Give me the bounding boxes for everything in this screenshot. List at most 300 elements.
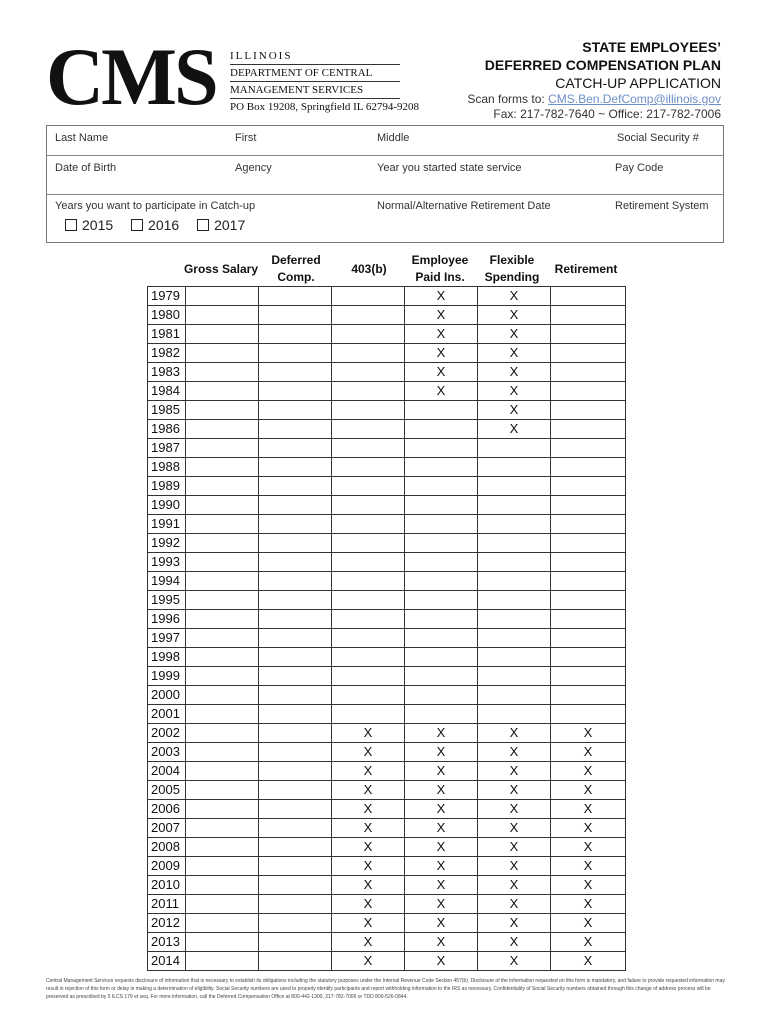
grid-cell: X [551,876,626,895]
divider [47,194,723,195]
grid-cell: X [478,743,551,762]
grid-cell[interactable] [551,496,626,515]
grid-cell[interactable] [259,363,332,382]
grid-cell[interactable] [478,572,551,591]
grid-cell[interactable] [332,477,405,496]
table-row [148,743,626,762]
fax-line: Fax: 217-782-7640 ~ Office: 217-782-7006 [493,107,721,121]
grid-cell[interactable] [186,667,259,686]
agency-block [230,48,420,115]
grid-cell: X [478,838,551,857]
row-year: 2009 [148,857,186,876]
grid-cell[interactable] [332,534,405,553]
grid-cell[interactable] [332,553,405,572]
grid-cell[interactable] [186,344,259,363]
scan-email-link[interactable]: CMS.Ben.DefComp@illinois.gov [548,92,721,106]
row-year: 2006 [148,800,186,819]
grid-cell[interactable] [405,477,478,496]
years-participate-label: Years you want to participate in Catch-up [55,200,256,212]
grid-cell[interactable] [332,648,405,667]
ssn-label: Social Security # [617,132,699,144]
grid-cell[interactable] [405,705,478,724]
grid-cell[interactable] [186,306,259,325]
grid-cell[interactable] [259,895,332,914]
grid-cell[interactable] [478,515,551,534]
grid-cell[interactable] [332,686,405,705]
grid-cell: X [405,363,478,382]
table-row [148,952,626,971]
table-row [148,781,626,800]
grid-cell: X [332,781,405,800]
row-year: 2004 [148,762,186,781]
grid-cell[interactable] [332,382,405,401]
grid-cell: X [405,876,478,895]
agency-dept: DEPARTMENT OF CENTRAL [230,65,400,82]
row-year: 1996 [148,610,186,629]
grid-cell[interactable] [186,401,259,420]
row-year: 2003 [148,743,186,762]
grid-cell[interactable] [478,477,551,496]
grid-cell[interactable] [551,439,626,458]
row-year: 1994 [148,572,186,591]
grid-cell: X [478,857,551,876]
table-row [148,306,626,325]
grid-cell: X [405,838,478,857]
grid-cell[interactable] [259,344,332,363]
grid-cell[interactable] [551,610,626,629]
grid-cell[interactable] [478,686,551,705]
row-year: 2012 [148,914,186,933]
grid-cell[interactable] [259,591,332,610]
grid-cell[interactable] [551,363,626,382]
grid-cell: X [478,287,551,306]
grid-cell[interactable] [259,952,332,971]
grid-cell[interactable] [186,420,259,439]
grid-cell[interactable] [551,382,626,401]
first-name-label: First [235,132,257,144]
grid-cell: X [405,325,478,344]
row-year: 2008 [148,838,186,857]
agency-address: PO Box 19208, Springfield IL 62794-9208 [230,101,420,113]
grid-cell[interactable] [186,458,259,477]
grid-cell[interactable] [186,287,259,306]
row-year: 1989 [148,477,186,496]
year-started-label: Year you started state service [377,162,522,174]
grid-cell[interactable] [405,686,478,705]
grid-cell: X [478,933,551,952]
grid-cell[interactable] [551,705,626,724]
grid-cell[interactable] [186,914,259,933]
grid-cell[interactable] [186,496,259,515]
grid-cell[interactable] [405,629,478,648]
grid-cell[interactable] [259,515,332,534]
grid-cell[interactable] [478,629,551,648]
table-row [148,724,626,743]
grid-cell[interactable] [259,838,332,857]
grid-cell: X [405,724,478,743]
grid-cell[interactable] [405,591,478,610]
grid-cell: X [405,306,478,325]
grid-cell[interactable] [551,553,626,572]
grid-cell[interactable] [332,667,405,686]
checkbox-2015[interactable] [65,219,77,231]
grid-cell[interactable] [259,781,332,800]
row-year: 2014 [148,952,186,971]
table-row [148,800,626,819]
grid-cell[interactable] [551,686,626,705]
grid-cell[interactable] [405,572,478,591]
grid-cell[interactable] [186,895,259,914]
row-year: 2002 [148,724,186,743]
grid-cell[interactable] [551,534,626,553]
grid-cell[interactable] [186,781,259,800]
row-year: 1980 [148,306,186,325]
grid-cell[interactable] [259,477,332,496]
row-year: 1988 [148,458,186,477]
row-year: 1981 [148,325,186,344]
grid-cell[interactable] [332,458,405,477]
grid-cell[interactable] [551,591,626,610]
row-year: 1984 [148,382,186,401]
grid-cell[interactable] [186,363,259,382]
table-row [148,439,626,458]
table-row [148,838,626,857]
grid-cell: X [405,952,478,971]
table-row [148,420,626,439]
grid-cell[interactable] [332,420,405,439]
row-year: 1995 [148,591,186,610]
cms-logo: CMS [46,31,216,122]
grid-cell[interactable] [478,610,551,629]
table-row [148,686,626,705]
row-year: 1990 [148,496,186,515]
table-row [148,344,626,363]
grid-cell[interactable] [259,306,332,325]
grid-cell: X [332,800,405,819]
grid-cell[interactable] [551,477,626,496]
row-year: 1979 [148,287,186,306]
grid-cell[interactable] [186,686,259,705]
grid-cell[interactable] [405,439,478,458]
grid-cell[interactable] [186,952,259,971]
grid-cell[interactable] [259,743,332,762]
table-row [148,762,626,781]
grid-cell[interactable] [332,439,405,458]
grid-cell[interactable] [186,439,259,458]
grid-cell[interactable] [332,515,405,534]
table-row [148,458,626,477]
grid-cell[interactable] [551,306,626,325]
grid-cell[interactable] [405,401,478,420]
grid-cell: X [332,876,405,895]
col-header-deferred-comp: Deferred Comp. [271,253,321,284]
grid-cell[interactable] [332,496,405,515]
table-row [148,648,626,667]
row-year: 2010 [148,876,186,895]
grid-cell[interactable] [259,819,332,838]
row-year: 1992 [148,534,186,553]
grid-cell[interactable] [186,857,259,876]
row-year: 2000 [148,686,186,705]
grid-cell[interactable] [186,591,259,610]
grid-cell[interactable] [478,439,551,458]
grid-cell: X [405,819,478,838]
grid-cell[interactable] [332,325,405,344]
grid-cell[interactable] [259,420,332,439]
grid-cell[interactable] [259,933,332,952]
table-row [148,515,626,534]
table-row [148,572,626,591]
grid-cell[interactable] [259,325,332,344]
last-name-label: Last Name [55,132,109,144]
table-row [148,591,626,610]
privacy-notice: Central Management Services requests disclosure of information that is necessary to establish its obligations including the statutory purposes under the Internal Revenue Code Section 457(b). Disclosure of the information requested on this form is mandatory, and failure to provide requested information may result in rejection of this form or delay in making a determination of eligibility. Social Security numbers are used to properly identify participants and report withholding information to the IRS as necessary. Confidentiality of Social Security numbers obtained through this change of address process will be preserved as prescribed by 5 ILCS 179 et seq. For more information, call the Deferred Compensation Office at 800-442-1300, 217-782-7006 or TDD 800-526-0844. [46,978,725,1000]
grid-cell[interactable] [405,515,478,534]
grid-cell[interactable] [186,762,259,781]
table-row [148,705,626,724]
row-year: 2013 [148,933,186,952]
grid-cell[interactable] [551,287,626,306]
grid-cell[interactable] [332,363,405,382]
grid-cell[interactable] [259,762,332,781]
table-row [148,477,626,496]
dob-label: Date of Birth [55,162,117,174]
grid-cell[interactable] [551,344,626,363]
grid-cell[interactable] [332,610,405,629]
grid-cell: X [478,914,551,933]
grid-cell[interactable] [332,401,405,420]
table-row [148,667,626,686]
grid-cell: X [478,819,551,838]
grid-cell[interactable] [332,629,405,648]
grid-cell[interactable] [332,306,405,325]
grid-cell: X [478,306,551,325]
row-year: 1985 [148,401,186,420]
grid-cell[interactable] [259,648,332,667]
row-year: 2011 [148,895,186,914]
grid-cell[interactable] [259,287,332,306]
grid-cell[interactable] [259,629,332,648]
grid-cell: X [478,781,551,800]
grid-cell[interactable] [259,439,332,458]
grid-cell[interactable] [259,667,332,686]
col-header-flexible-spending: Flexible Spending [484,253,540,284]
grid-cell[interactable] [186,610,259,629]
grid-cell[interactable] [259,876,332,895]
grid-cell: X [478,344,551,363]
grid-cell[interactable] [405,534,478,553]
grid-cell[interactable] [186,629,259,648]
grid-cell: X [405,800,478,819]
agency-label: Agency [235,162,272,174]
grid-cell[interactable] [186,572,259,591]
grid-cell: X [551,838,626,857]
catch-up-grid [147,286,626,971]
col-header-retirement: Retirement [554,262,618,276]
scan-label: Scan forms to: [467,92,545,106]
grid-cell[interactable] [186,477,259,496]
grid-cell: X [551,952,626,971]
grid-cell[interactable] [259,857,332,876]
grid-cell[interactable] [478,705,551,724]
grid-cell[interactable] [259,458,332,477]
grid-cell[interactable] [186,553,259,572]
grid-cell[interactable] [478,648,551,667]
grid-cell[interactable] [551,458,626,477]
grid-cell[interactable] [405,610,478,629]
grid-cell[interactable] [259,914,332,933]
grid-cell[interactable] [551,667,626,686]
grid-cell[interactable] [405,553,478,572]
grid-cell[interactable] [332,705,405,724]
grid-cell: X [332,895,405,914]
grid-cell[interactable] [259,800,332,819]
grid-cell[interactable] [551,629,626,648]
grid-cell[interactable] [332,287,405,306]
table-row [148,496,626,515]
grid-cell: X [478,800,551,819]
grid-cell[interactable] [478,534,551,553]
grid-cell: X [551,743,626,762]
grid-cell: X [478,876,551,895]
table-row [148,914,626,933]
grid-cell: X [405,933,478,952]
grid-cell[interactable] [186,705,259,724]
grid-cell[interactable] [259,705,332,724]
header-title-1: STATE EMPLOYEES’ [582,39,721,55]
grid-cell: X [478,363,551,382]
grid-cell: X [478,420,551,439]
grid-cell[interactable] [186,743,259,762]
grid-cell[interactable] [551,401,626,420]
row-year: 1982 [148,344,186,363]
table-row [148,325,626,344]
grid-cell[interactable] [186,724,259,743]
grid-cell[interactable] [259,610,332,629]
grid-cell[interactable] [259,382,332,401]
grid-cell: X [405,914,478,933]
row-year: 1999 [148,667,186,686]
year-option-2015[interactable]: 2015 [65,217,113,233]
grid-cell[interactable] [186,382,259,401]
checkbox-2016[interactable] [131,219,143,231]
grid-cell[interactable] [405,458,478,477]
grid-cell: X [332,933,405,952]
grid-cell[interactable] [186,534,259,553]
retirement-date-label: Normal/Alternative Retirement Date [377,200,551,212]
grid-cell: X [332,762,405,781]
table-row [148,287,626,306]
grid-cell: X [478,952,551,971]
grid-cell[interactable] [186,800,259,819]
grid-cell[interactable] [259,724,332,743]
applicant-info-box [46,125,724,243]
grid-cell[interactable] [332,344,405,363]
grid-cell[interactable] [478,591,551,610]
table-row [148,819,626,838]
grid-cell[interactable] [259,553,332,572]
grid-cell[interactable] [405,648,478,667]
grid-cell[interactable] [478,667,551,686]
grid-cell[interactable] [259,401,332,420]
checkbox-2017[interactable] [197,219,209,231]
grid-cell[interactable] [186,933,259,952]
table-row [148,629,626,648]
form-header [467,38,721,122]
grid-cell[interactable] [259,572,332,591]
grid-cell[interactable] [405,496,478,515]
grid-cell[interactable] [259,534,332,553]
grid-cell[interactable] [259,496,332,515]
grid-cell: X [332,743,405,762]
year-option-2016[interactable]: 2016 [131,217,179,233]
grid-cell[interactable] [186,515,259,534]
grid-cell[interactable] [259,686,332,705]
row-year: 1997 [148,629,186,648]
header-title-3: CATCH-UP APPLICATION [555,75,721,91]
grid-cell[interactable] [478,458,551,477]
row-year: 1983 [148,363,186,382]
row-year: 1991 [148,515,186,534]
grid-cell: X [551,781,626,800]
grid-cell: X [405,287,478,306]
grid-cell[interactable] [405,420,478,439]
grid-cell[interactable] [332,591,405,610]
grid-cell: X [551,800,626,819]
row-year: 1998 [148,648,186,667]
grid-cell: X [332,857,405,876]
table-row [148,553,626,572]
grid-cell[interactable] [551,420,626,439]
grid-cell[interactable] [551,515,626,534]
grid-cell[interactable] [186,819,259,838]
col-header-employee-paid-ins: Employee Paid Ins. [411,253,469,284]
table-row [148,933,626,952]
grid-cell: X [551,762,626,781]
grid-cell[interactable] [186,648,259,667]
table-row [148,610,626,629]
grid-cell: X [332,838,405,857]
grid-cell[interactable] [551,572,626,591]
grid-cell[interactable] [478,553,551,572]
year-options [65,217,259,233]
table-row [148,895,626,914]
grid-cell[interactable] [186,325,259,344]
grid-cell[interactable] [186,876,259,895]
grid-cell: X [405,762,478,781]
grid-cell[interactable] [405,667,478,686]
grid-cell[interactable] [186,838,259,857]
row-year: 1987 [148,439,186,458]
grid-cell[interactable] [332,572,405,591]
grid-cell: X [405,781,478,800]
col-header-gross-salary: Gross Salary [183,262,259,276]
table-row [148,876,626,895]
grid-cell: X [332,819,405,838]
grid-cell: X [551,819,626,838]
agency-state: ILLINOIS [230,48,400,65]
grid-cell: X [332,724,405,743]
table-row [148,534,626,553]
grid-cell[interactable] [478,496,551,515]
grid-cell: X [405,895,478,914]
grid-cell[interactable] [551,648,626,667]
grid-cell: X [405,743,478,762]
row-year: 2001 [148,705,186,724]
agency-services: MANAGEMENT SERVICES [230,82,400,99]
year-option-2017[interactable]: 2017 [197,217,245,233]
grid-cell[interactable] [551,325,626,344]
